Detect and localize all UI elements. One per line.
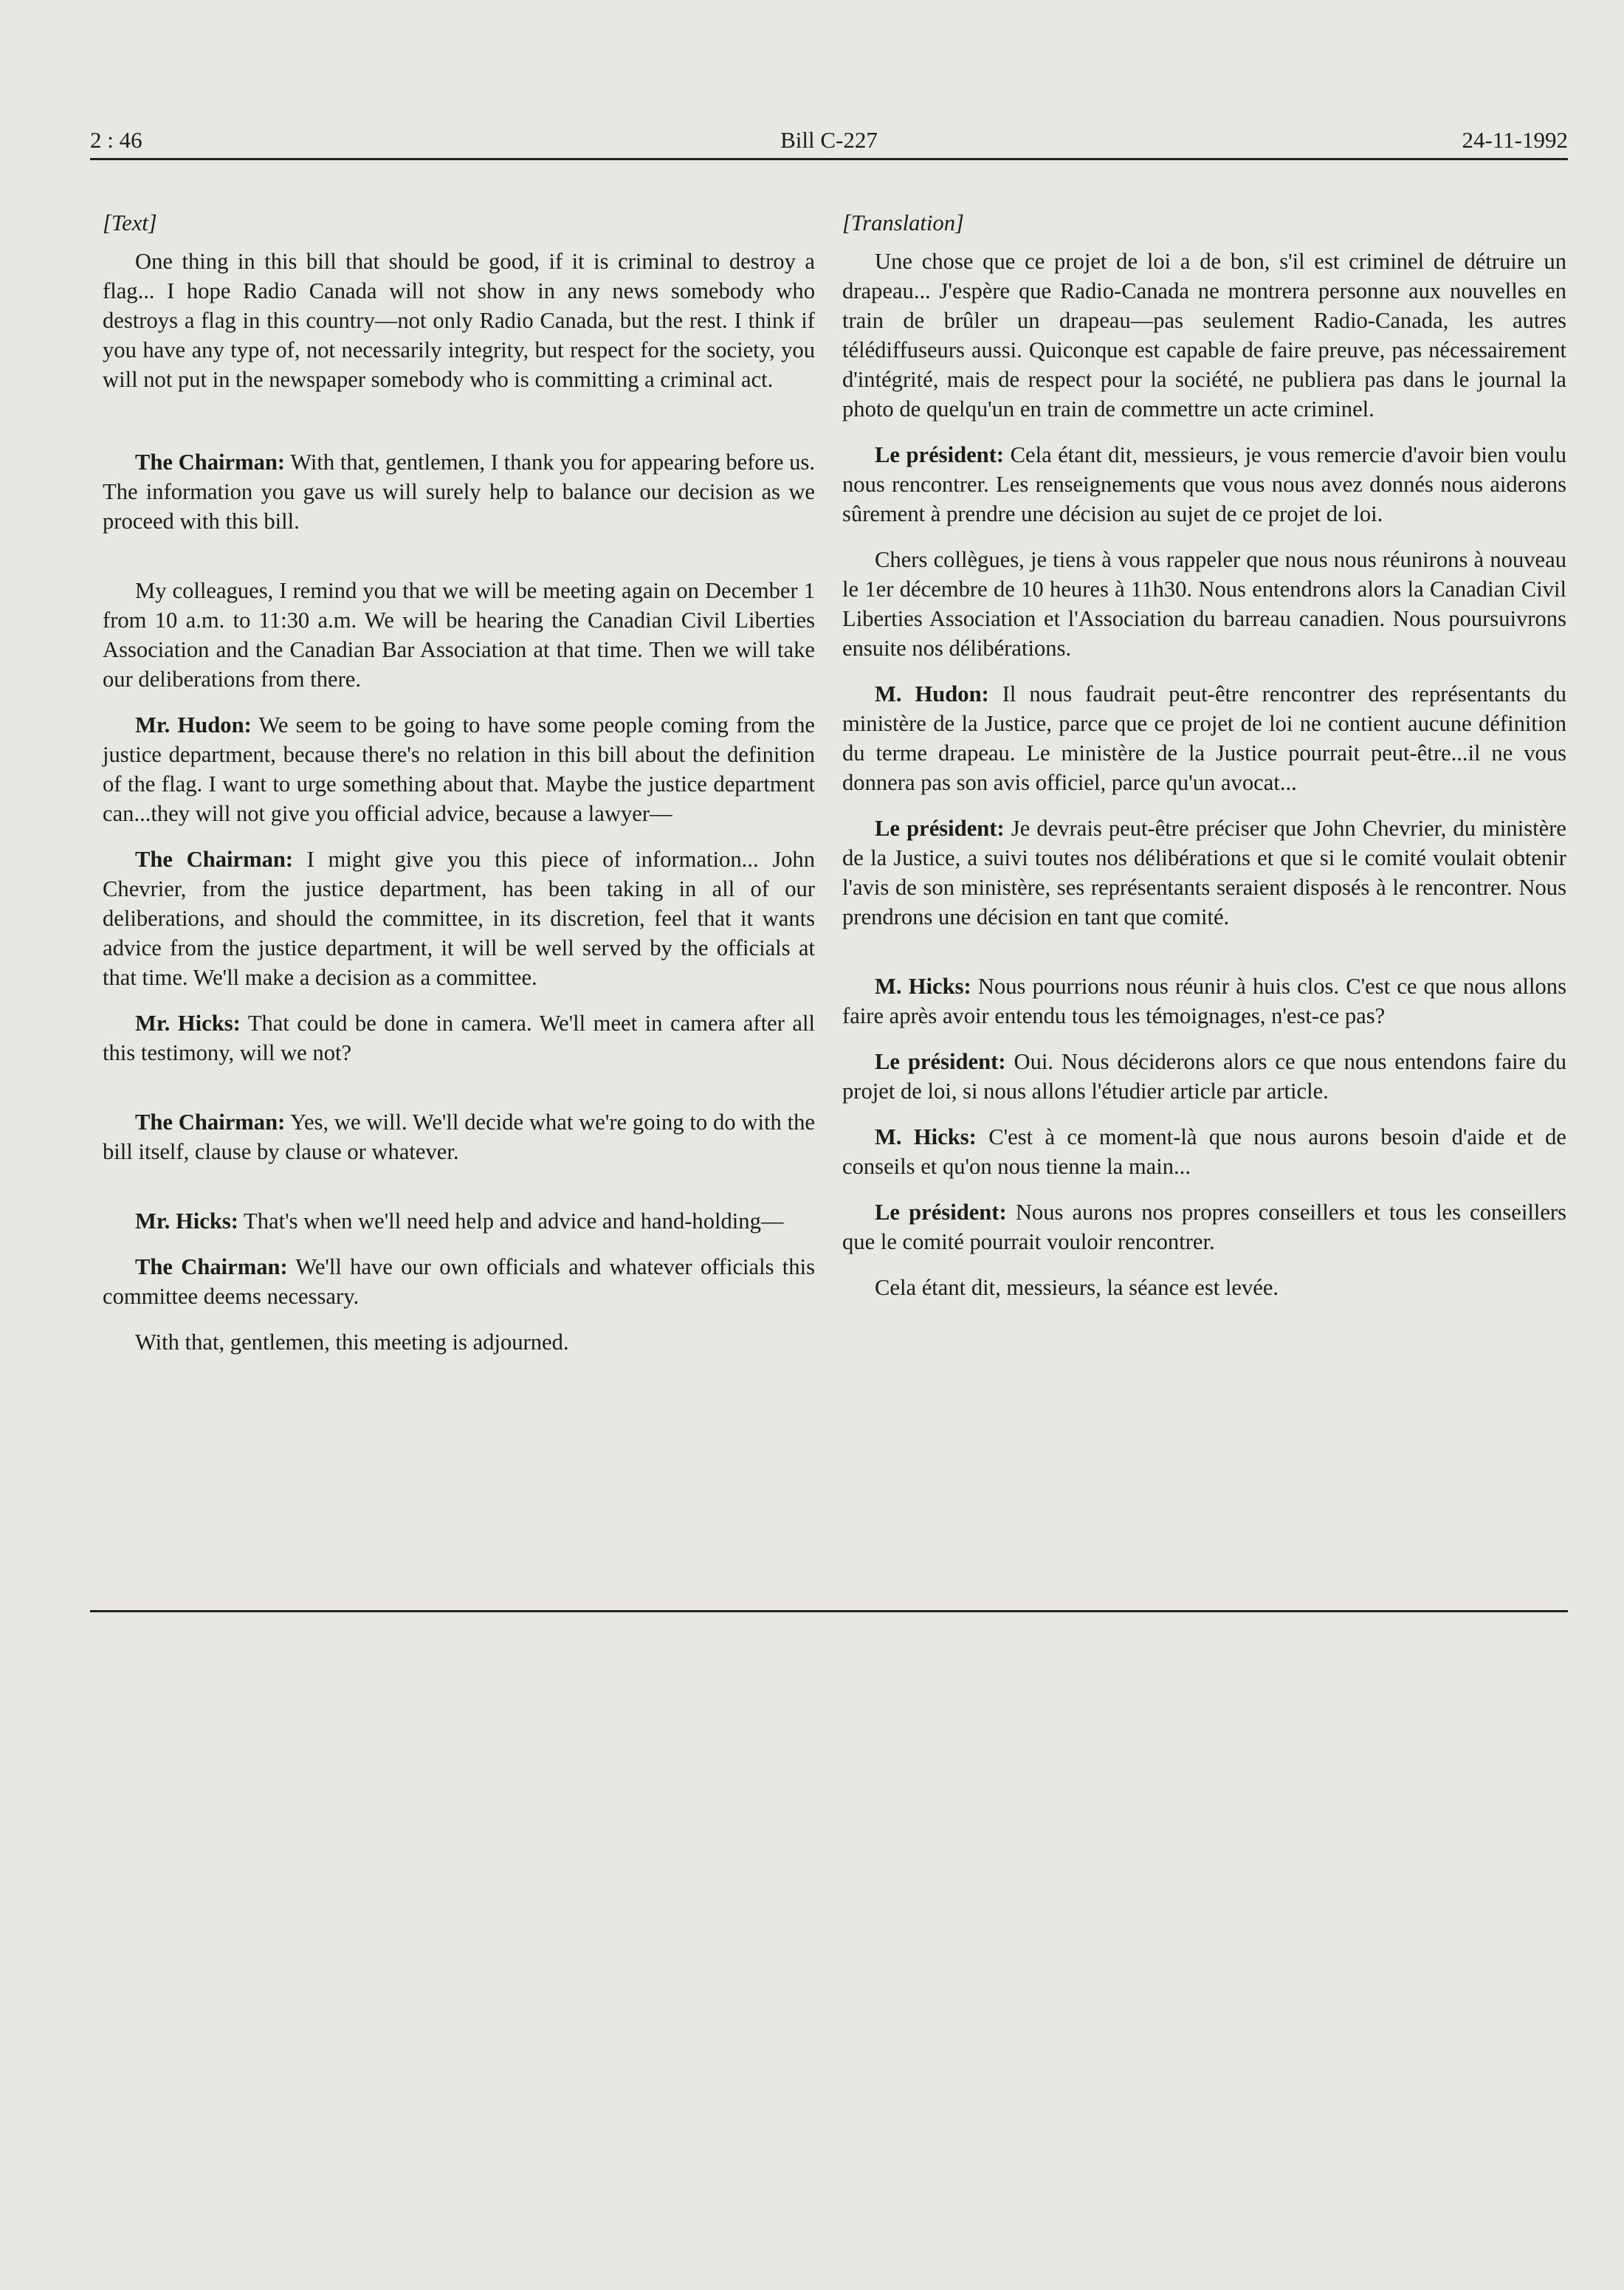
speaker-name: Mr. Hicks:	[135, 1208, 238, 1234]
paragraph	[103, 710, 815, 828]
paragraph	[842, 814, 1566, 932]
speaker-name: The Chairman:	[135, 1110, 286, 1135]
paragraph	[842, 440, 1566, 529]
speaker-name: The Chairman:	[135, 450, 286, 475]
column-label: [Translation]	[842, 210, 964, 235]
paragraph	[842, 247, 1566, 424]
paragraph-text: Chers collègues, je tiens à vous rappeler que nous nous réunirons à nouveau le 1er décembre de 10 heures à 11h30. Nous entendrons alors la Canadian Civil Liberties Association et l'Association du barreau canadien. Nous poursuivrons ensuite nos délibérations.	[842, 547, 1566, 661]
paragraph	[842, 1197, 1566, 1256]
paragraph-text: We'll have our own officials and whatever officials this committee deems necessary.	[103, 1254, 815, 1309]
paragraph-text: I might give you this piece of information... John Chevrier, from the justice department, has been taking in all of our deliberations, and should the committee, in its discretion, feel that it wants advice from the justice department, it will be well served by the officials at that time. We'll make a decision as a committee.	[103, 847, 815, 990]
paragraph	[842, 545, 1566, 663]
paragraph-text: We seem to be going to have some people coming from the justice department, because there's no relation in this bill about the definition of the flag. I want to urge something about that. Maybe the justice department can...they will not give you official advice, because a lawyer—	[103, 712, 815, 826]
french-column	[842, 208, 1566, 1318]
page-header	[90, 125, 1568, 160]
paragraph	[103, 845, 815, 992]
bill-title: Bill C-227	[780, 127, 878, 153]
english-column	[103, 208, 815, 1373]
paragraph-text: Il nous faudrait peut-être rencontrer des représentants du ministère de la Justice, parce que ce projet de loi ne contient aucune définition du terme drapeau. Le ministère de la Justice pourrait peut-être...il ne vous donnera pas son avis officiel, parce qu'un avocat...	[842, 681, 1566, 795]
paragraph	[842, 1273, 1566, 1302]
speaker-name: Mr. Hicks:	[135, 1011, 241, 1036]
speaker-name: M. Hicks:	[875, 1124, 977, 1149]
paragraph	[103, 1327, 815, 1357]
paragraph-text: Cela étant dit, messieurs, la séance est levée.	[875, 1275, 1279, 1300]
paragraph-text: Je devrais peut-être préciser que John Chevrier, du ministère de la Justice, a suivi toutes nos délibérations et que si le comité voulait obtenir l'avis de son ministère, ses représentants seraient disposés à le rencontrer. Nous prendrons une décision en tant que comité.	[842, 816, 1566, 929]
paragraph	[103, 447, 815, 536]
paragraph-text: That's when we'll need help and advice and hand-holding—	[238, 1208, 784, 1234]
paragraph-text: That could be done in camera. We'll meet in camera after all this testimony, will we not?	[103, 1011, 815, 1065]
paragraph-text: Cela étant dit, messieurs, je vous remercie d'avoir bien voulu nous rencontrer. Les renseignements que vous nous avez donnés nous aiderons sûrement à prendre une décision au sujet de ce projet de loi.	[842, 442, 1566, 526]
paragraph-text: Nous pourrions nous réunir à huis clos. C'est ce que nous allons faire après avoir entendu tous les témoignages, n'est-ce pas?	[842, 974, 1566, 1028]
speaker-name: Le président:	[875, 442, 1005, 467]
session-date: 24-11-1992	[1462, 127, 1568, 153]
page-number: 2 : 46	[90, 127, 142, 153]
column-label: [Text]	[103, 210, 157, 235]
paragraph	[842, 1047, 1566, 1106]
paragraph	[842, 679, 1566, 797]
speaker-name: Le président:	[875, 816, 1005, 841]
paragraph	[842, 972, 1566, 1031]
paragraph-text: With that, gentlemen, I thank you for appearing before us. The information you gave us will surely help to balance our decision as we proceed with this bill.	[103, 450, 815, 534]
bottom-rule	[90, 1610, 1568, 1612]
paragraph-text: My colleagues, I remind you that we will be meeting again on December 1 from 10 a.m. to 11:30 a.m. We will be hearing the Canadian Civil Liberties Association and the Canadian Bar Association at that time. Then we will take our deliberations from there.	[103, 578, 815, 692]
paragraph	[103, 1252, 815, 1311]
speaker-name: Mr. Hudon:	[135, 712, 252, 737]
paragraph	[103, 1107, 815, 1166]
speaker-name: Le président:	[875, 1200, 1007, 1225]
paragraph-text: One thing in this bill that should be good, if it is criminal to destroy a flag... I hope Radio Canada will not show in any news somebody who destroys a flag in this country—not only Radio Canada, but the rest. I think if you have any type of, not necessarily integrity, but respect for the society, you will not put in the newspaper somebody who is committing a criminal act.	[103, 249, 815, 392]
paragraph-text: Nous aurons nos propres conseillers et tous les conseillers que le comité pourrait vouloir rencontrer.	[842, 1200, 1566, 1254]
speaker-name: Le président:	[875, 1049, 1006, 1074]
paragraph-text: Une chose que ce projet de loi a de bon, s'il est criminel de détruire un drapeau... J'espère que Radio-Canada ne montrera personne aux nouvelles en train de brûler un drapeau—pas seulement Radio-Canada, les autres télédiffuseurs aussi. Quiconque est capable de faire preuve, pas nécessairement d'intégrité, mais de respect pour la société, ne publiera pas dans le journal la photo de quelqu'un en train de commettre un acte criminel.	[842, 249, 1566, 422]
speaker-name: M. Hicks:	[875, 974, 971, 999]
paragraph	[103, 1008, 815, 1067]
paragraph-text: Yes, we will. We'll decide what we're going to do with the bill itself, clause by clause or whatever.	[103, 1110, 815, 1164]
paragraph	[103, 247, 815, 394]
paragraph-text: C'est à ce moment-là que nous aurons besoin d'aide et de conseils et qu'on nous tienne la main...	[842, 1124, 1566, 1179]
paragraph-text: With that, gentlemen, this meeting is adjourned.	[135, 1330, 569, 1355]
speaker-name: M. Hudon:	[875, 681, 989, 706]
paragraph	[103, 1206, 815, 1236]
speaker-name: The Chairman:	[135, 1254, 288, 1279]
paragraph	[103, 576, 815, 694]
paragraph	[842, 1122, 1566, 1181]
speaker-name: The Chairman:	[135, 847, 294, 872]
paragraph-text: Oui. Nous déciderons alors ce que nous entendons faire du projet de loi, si nous allons l'étudier article par article.	[842, 1049, 1566, 1104]
